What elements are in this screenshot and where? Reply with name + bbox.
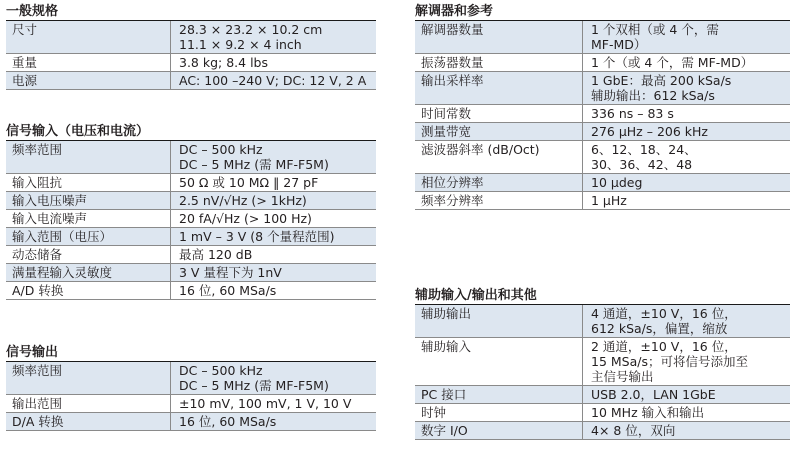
- spec-label: A/D 转换: [6, 282, 171, 299]
- spec-value-line: 最高 120 dB: [179, 247, 253, 262]
- spec-label: PC 接口: [415, 386, 583, 403]
- spec-value-line: 4× 8 位，双向: [591, 423, 676, 438]
- spec-label: D/A 转换: [6, 413, 171, 430]
- spec-label: 解调器数量: [415, 21, 583, 53]
- spec-row: [6, 282, 376, 300]
- spec-label: 输入电流噪声: [6, 210, 171, 227]
- spec-value: [171, 395, 376, 412]
- spec-value: [171, 174, 376, 191]
- spec-row: [6, 413, 376, 431]
- spec-row: [415, 386, 790, 404]
- spec-value-line: 10 μdeg: [591, 175, 643, 190]
- spec-value-line: 1 个双相（或 4 个，需: [591, 22, 719, 37]
- spec-value: [171, 210, 376, 227]
- spec-label: 电源: [6, 72, 171, 89]
- spec-value: [171, 72, 376, 89]
- spec-value-line: 16 位, 60 MSa/s: [179, 283, 277, 298]
- spec-row: [415, 404, 790, 422]
- aux-io-section: [415, 288, 790, 440]
- spec-row: [6, 174, 376, 192]
- spec-row: [6, 141, 376, 174]
- section-title: 辅助输入/输出和其他: [415, 288, 790, 305]
- spec-row: [415, 72, 790, 105]
- spec-label: 满量程输入灵敏度: [6, 264, 171, 281]
- spec-value-line: MF-MD）: [591, 37, 647, 52]
- spec-label: 测量带宽: [415, 123, 583, 140]
- spec-value: [583, 338, 790, 385]
- signal-output-section: [6, 345, 376, 431]
- spec-label: 输出采样率: [415, 72, 583, 104]
- spec-row: [415, 422, 790, 440]
- spec-row: [415, 21, 790, 54]
- spec-value-line: 3.8 kg; 8.4 lbs: [179, 55, 268, 70]
- spec-value-line: 28.3 × 23.2 × 10.2 cm: [179, 22, 323, 37]
- spec-row: [6, 264, 376, 282]
- spec-label: 辅助输入: [415, 338, 583, 385]
- spec-row: [415, 123, 790, 141]
- spec-value-line: 1 个（或 4 个，需 MF-MD）: [591, 55, 754, 70]
- spec-value-line: DC – 500 kHz: [179, 142, 263, 157]
- spec-row: [6, 210, 376, 228]
- spec-value: [171, 362, 376, 394]
- spec-value: [171, 264, 376, 281]
- spec-value-line: 4 通道，±10 V，16 位，: [591, 306, 737, 321]
- spec-row: [6, 228, 376, 246]
- spec-row: [415, 54, 790, 72]
- spec-value: [583, 54, 790, 71]
- spec-row: [6, 192, 376, 210]
- section-title: 一般规格: [6, 4, 376, 21]
- spec-value: [583, 72, 790, 104]
- spec-row: [6, 395, 376, 413]
- spec-value: [171, 141, 376, 173]
- spec-value-line: 6、12、18、24、: [591, 142, 697, 157]
- spec-value: [583, 174, 790, 191]
- spec-value-line: 20 fA/√Hz (> 100 Hz): [179, 211, 312, 226]
- spec-label: 输入电压噪声: [6, 192, 171, 209]
- spec-value: [171, 228, 376, 245]
- spec-value-line: ±10 mV, 100 mV, 1 V, 10 V: [179, 396, 352, 411]
- spec-value: [583, 386, 790, 403]
- spec-value: [171, 54, 376, 71]
- spec-label: 输入阻抗: [6, 174, 171, 191]
- spec-value-line: 11.1 × 9.2 × 4 inch: [179, 37, 302, 52]
- spec-row: [415, 174, 790, 192]
- spec-value-line: 15 MSa/s；可将信号添加至: [591, 354, 748, 369]
- spec-value-line: 1 GbE：最高 200 kSa/s: [591, 73, 732, 88]
- spec-value: [583, 123, 790, 140]
- spec-value: [171, 246, 376, 263]
- spec-value: [583, 105, 790, 122]
- spec-value-line: 612 kSa/s，偏置，缩放: [591, 321, 728, 336]
- spec-row: [415, 192, 790, 210]
- spec-row: [6, 72, 376, 90]
- spec-label: 频率分辨率: [415, 192, 583, 209]
- spec-value-line: 336 ns – 83 s: [591, 106, 674, 121]
- section-title: 解调器和参考: [415, 4, 790, 21]
- spec-label: 动态储备: [6, 246, 171, 263]
- spec-value-line: 1 μHz: [591, 193, 627, 208]
- spec-value: [171, 192, 376, 209]
- spec-label: 重量: [6, 54, 171, 71]
- spec-value: [171, 413, 376, 430]
- section-title: 信号输入（电压和电流）: [6, 124, 376, 141]
- spec-value: [583, 422, 790, 439]
- spec-value-line: 1 mV – 3 V (8 个量程范围): [179, 229, 335, 244]
- spec-row: [415, 141, 790, 174]
- signal-input-section: [6, 124, 376, 300]
- spec-row: [415, 305, 790, 338]
- general-spec-section: [6, 4, 376, 90]
- spec-value-line: USB 2.0，LAN 1GbE: [591, 387, 716, 402]
- spec-label: 尺寸: [6, 21, 171, 53]
- spec-value-line: AC: 100 –240 V; DC: 12 V, 2 A: [179, 73, 367, 88]
- spec-label: 滤波器斜率 (dB/Oct): [415, 141, 583, 173]
- spec-value-line: 10 MHz 输入和输出: [591, 405, 705, 420]
- spec-label: 频率范围: [6, 362, 171, 394]
- spec-label: 辅助输出: [415, 305, 583, 337]
- spec-value-line: 50 Ω 或 10 MΩ ‖ 27 pF: [179, 175, 319, 190]
- spec-value-line: 辅助输出：612 kSa/s: [591, 88, 715, 103]
- spec-row: [415, 105, 790, 123]
- spec-row: [6, 54, 376, 72]
- spec-row: [6, 21, 376, 54]
- demodulator-section: [415, 4, 790, 210]
- spec-value-line: 2.5 nV/√Hz (> 1kHz): [179, 193, 307, 208]
- spec-value-line: DC – 500 kHz: [179, 363, 263, 378]
- spec-label: 振荡器数量: [415, 54, 583, 71]
- spec-label: 输出范围: [6, 395, 171, 412]
- spec-value-line: DC – 5 MHz (需 MF-F5M): [179, 378, 329, 393]
- spec-value: [583, 141, 790, 173]
- spec-row: [6, 246, 376, 264]
- section-title: 信号输出: [6, 345, 376, 362]
- spec-label: 输入范围（电压）: [6, 228, 171, 245]
- spec-value-line: DC – 5 MHz (需 MF-F5M): [179, 157, 329, 172]
- spec-value-line: 16 位, 60 MSa/s: [179, 414, 277, 429]
- spec-value-line: 30、36、42、48: [591, 157, 693, 172]
- spec-value-line: 2 通道，±10 V，16 位，: [591, 339, 737, 354]
- spec-row: [415, 338, 790, 386]
- spec-value-line: 主信号输出: [591, 369, 654, 384]
- spec-value-line: 3 V 量程下为 1nV: [179, 265, 282, 280]
- spec-label: 频率范围: [6, 141, 171, 173]
- spec-value: [583, 192, 790, 209]
- spec-value: [583, 404, 790, 421]
- spec-row: [6, 362, 376, 395]
- spec-label: 数字 I/O: [415, 422, 583, 439]
- spec-value: [583, 21, 790, 53]
- spec-label: 相位分辨率: [415, 174, 583, 191]
- spec-label: 时钟: [415, 404, 583, 421]
- spec-value: [171, 282, 376, 299]
- spec-value-line: 276 μHz – 206 kHz: [591, 124, 708, 139]
- spec-label: 时间常数: [415, 105, 583, 122]
- spec-value: [171, 21, 376, 53]
- spec-value: [583, 305, 790, 337]
